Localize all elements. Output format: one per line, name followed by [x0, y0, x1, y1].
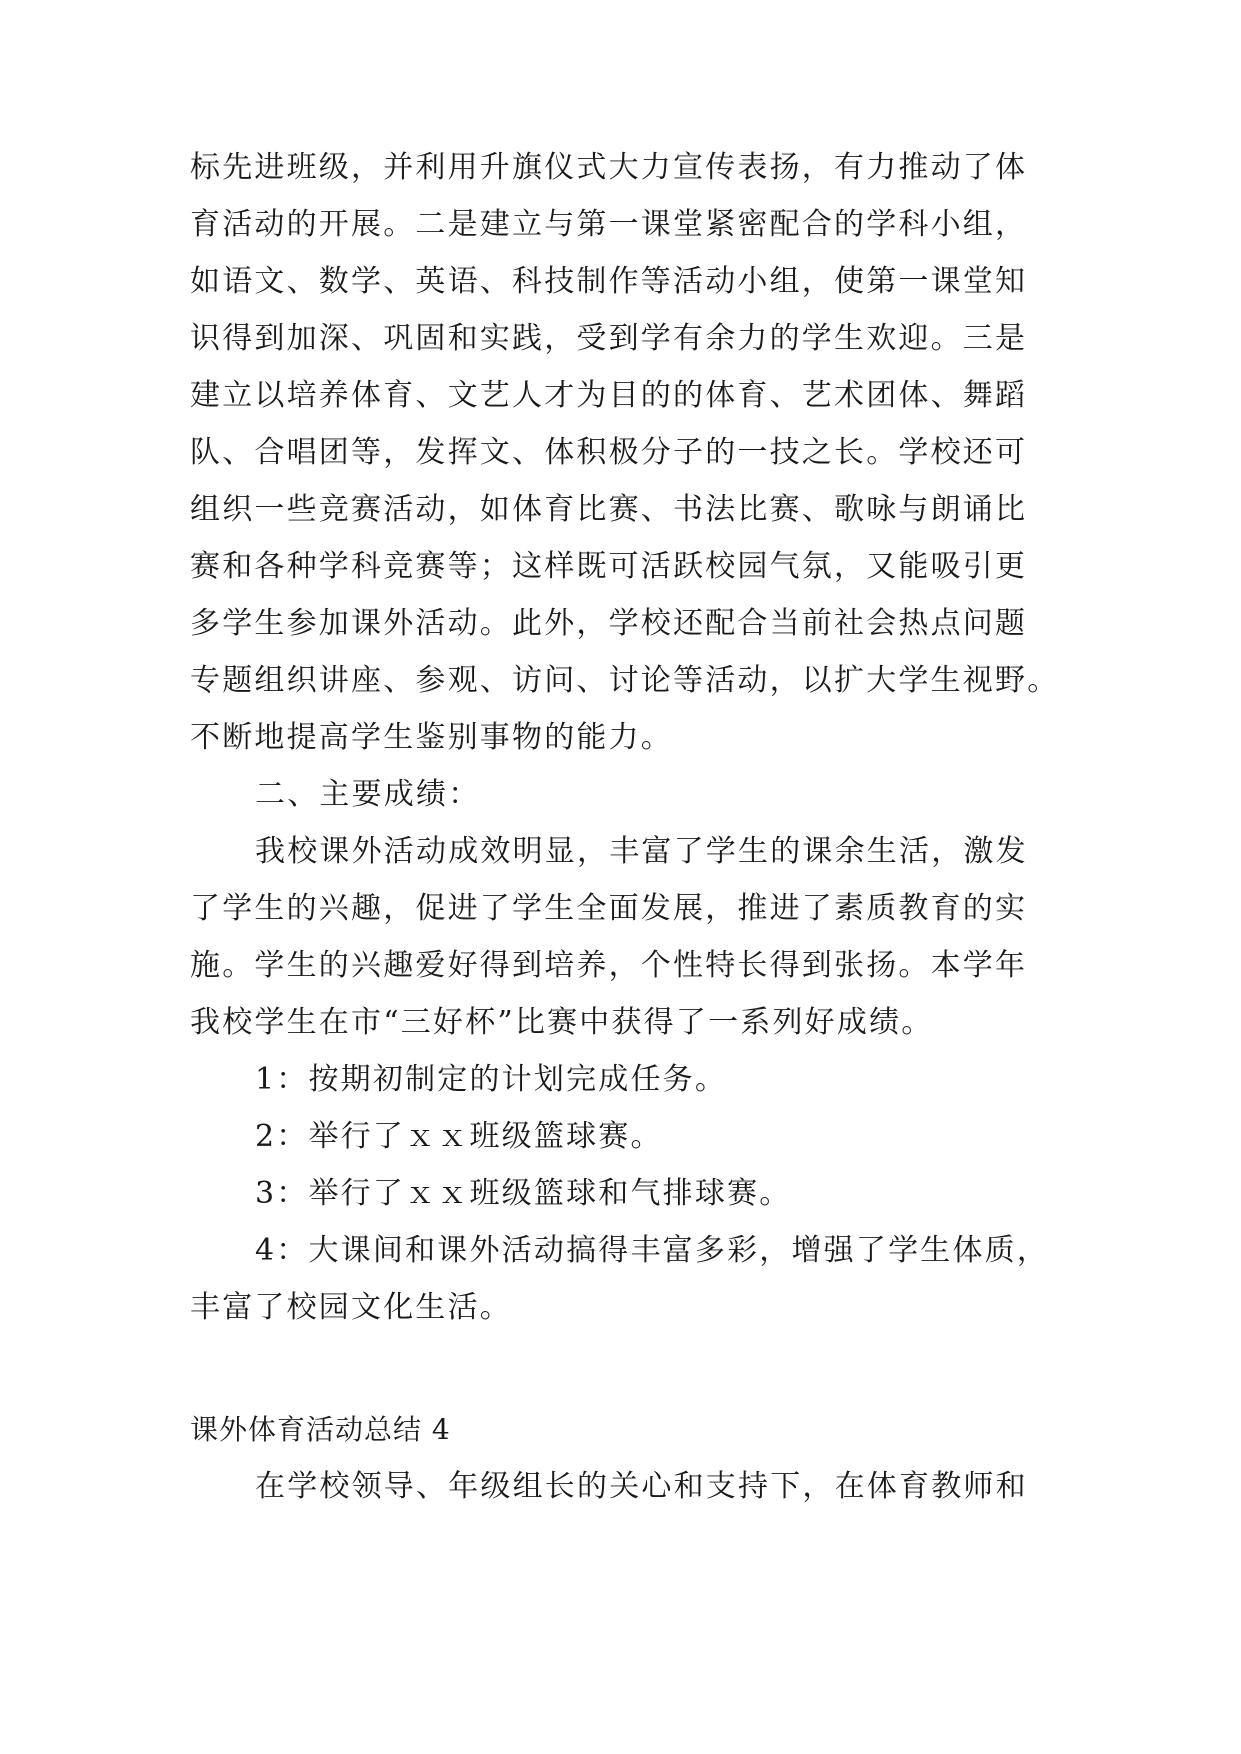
para2-line-4: 我校学生在市“三好杯”比赛中获得了一系列好成绩。	[190, 1005, 934, 1040]
para1-line-11: 不断地提高学生鉴别事物的能力。	[190, 720, 673, 755]
list-item-2: 2：举行了ｘｘ班级篮球赛。	[255, 1119, 663, 1154]
para1-line-10: 专题组织讲座、参观、访问、讨论等活动，以扩大学生视野。	[190, 663, 1060, 698]
para1-line-7: 组织一些竞赛活动，如体育比赛、书法比赛、歌咏与朗诵比	[190, 492, 1028, 527]
section-title-achievements: 二、主要成绩：	[255, 777, 481, 812]
list-item-1: 1：按期初制定的计划完成任务。	[255, 1062, 728, 1097]
para2-line-3: 施。学生的兴趣爱好得到培养，个性特长得到张扬。本学年	[190, 948, 1028, 983]
para2-line-1: 我校课外活动成效明显，丰富了学生的课余生活，激发	[255, 834, 1028, 869]
para1-line-2: 育活动的开展。二是建立与第一课堂紧密配合的学科小组，	[190, 207, 1028, 242]
next-para-line-1: 在学校领导、年级组长的关心和支持下，在体育教师和	[255, 1469, 1028, 1504]
list-item-3: 3：举行了ｘｘ班级篮球和气排球赛。	[255, 1176, 792, 1211]
list-item-4-continuation: 丰富了校园文化生活。	[190, 1290, 512, 1325]
para1-line-8: 赛和各种学科竞赛等；这样既可活跃校园气氛，又能吸引更	[190, 549, 1028, 584]
para1-line-9: 多学生参加课外活动。此外，学校还配合当前社会热点问题	[190, 606, 1028, 641]
para2-line-2: 了学生的兴趣，促进了学生全面发展，推进了素质教育的实	[190, 891, 1028, 926]
para1-line-1: 标先进班级，并利用升旗仪式大力宣传表扬，有力推动了体	[190, 150, 1028, 185]
para1-line-4: 识得到加深、巩固和实践，受到学有余力的学生欢迎。三是	[190, 321, 1028, 356]
para1-line-3: 如语文、数学、英语、科技制作等活动小组，使第一课堂知	[190, 264, 1028, 299]
list-item-4: 4：大课间和课外活动搞得丰富多彩，增强了学生体质，	[255, 1233, 1050, 1268]
para1-line-5: 建立以培养体育、文艺人才为目的的体育、艺术团体、舞蹈	[190, 378, 1028, 413]
para1-line-6: 队、合唱团等，发挥文、体积极分子的一技之长。学校还可	[190, 435, 1028, 470]
next-section-heading: 课外体育活动总结 4	[190, 1413, 451, 1446]
